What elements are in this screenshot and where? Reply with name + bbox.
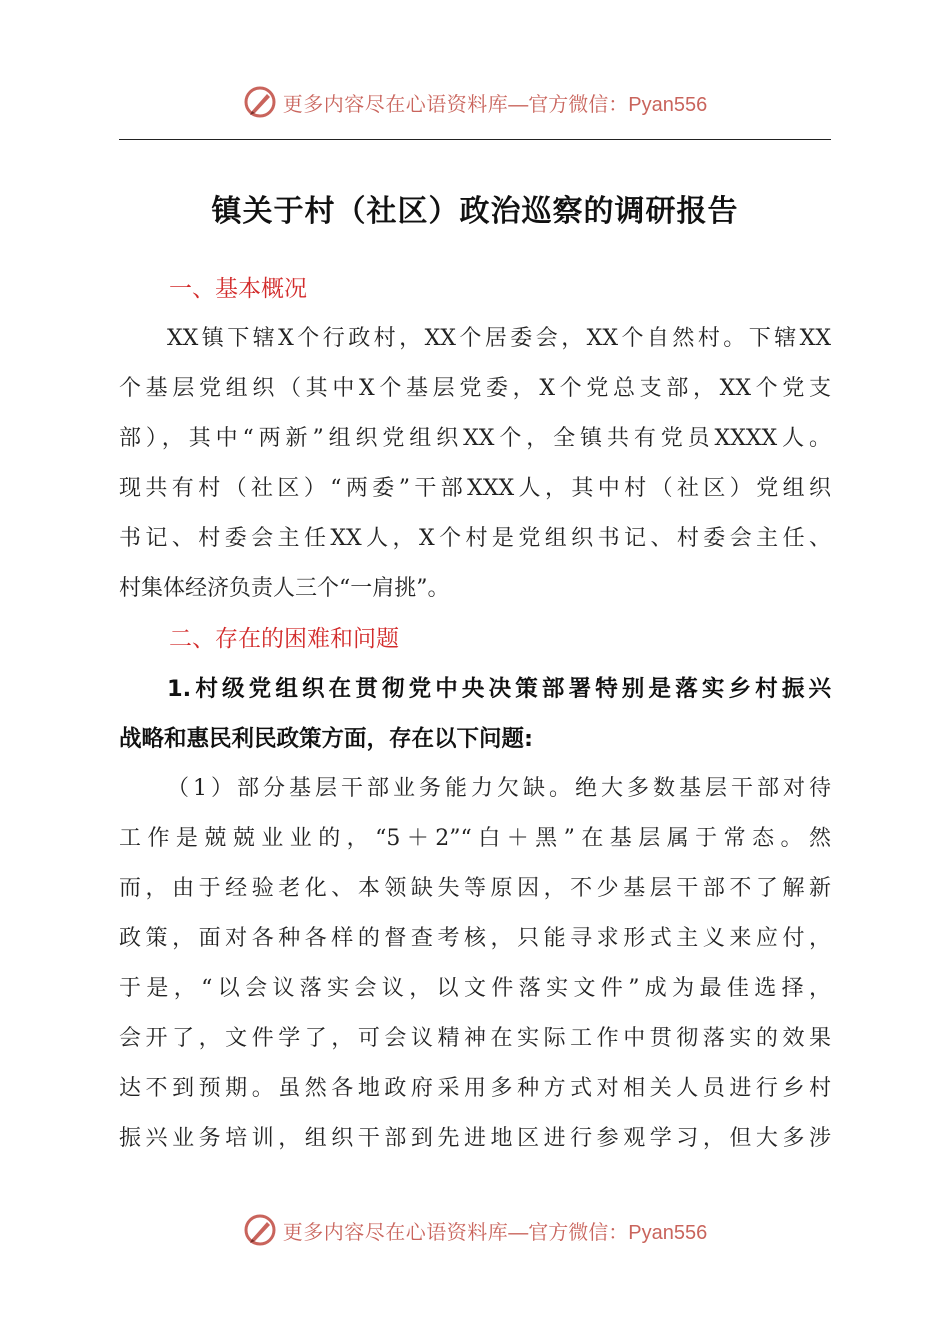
paragraph-line: 部），其中“两新”组织党组织XX个，全镇共有党员XXXX人。 <box>119 426 831 451</box>
paragraph-line: 工作是兢兢业业的，“5＋2”“白＋黑”在基层属于常态。然 <box>119 826 831 851</box>
paragraph-line: 振兴业务培训，组织干部到先进地区进行参观学习，但大多涉 <box>119 1126 831 1151</box>
pen-logo-icon <box>243 1213 277 1247</box>
paragraph-line: XX镇下辖X个行政村，XX个居委会，XX个自然村。下辖XX <box>167 326 831 351</box>
banner-library-text: 更多内容尽在心语资料库 <box>282 1219 509 1244</box>
paragraph-line: （1）部分基层干部业务能力欠缺。绝大多数基层干部对待 <box>167 776 831 801</box>
banner-wechat-text: —官方微信：Pyan556 <box>508 93 708 116</box>
document-body <box>119 264 831 1164</box>
paragraph-line: 村集体经济负责人三个“一肩挑”。 <box>119 576 450 601</box>
document-title: 镇关于村（社区）政治巡察的调研报告 <box>211 194 739 229</box>
section-heading-basic-overview: 一、基本概况 <box>169 276 307 302</box>
section-heading-problems: 二、存在的困难和问题 <box>169 626 399 652</box>
banner-wechat-text: —官方微信：Pyan556 <box>508 1221 708 1244</box>
header-watermark-banner <box>0 80 950 124</box>
pen-logo-icon <box>243 85 277 119</box>
paragraph-line: 会开了，文件学了，可会议精神在实际工作中贯彻落实的效果 <box>119 1026 831 1051</box>
header-divider <box>119 139 831 140</box>
paragraph-line: 于是，“以会议落实会议，以文件落实文件”成为最佳选择， <box>119 976 831 1001</box>
paragraph-line: 个基层党组织（其中X个基层党委，X个党总支部，XX个党支 <box>119 376 831 401</box>
subheading-line: 战略和惠民利民政策方面，存在以下问题: <box>119 726 533 752</box>
paragraph-line: 书记、村委会主任XX人，X个村是党组织书记、村委会主任、 <box>119 526 831 551</box>
paragraph-line: 达不到预期。虽然各地政府采用多种方式对相关人员进行乡村 <box>119 1076 831 1101</box>
subheading-line: 1.村级党组织在贯彻党中央决策部署特别是落实乡村振兴 <box>167 676 831 702</box>
paragraph-line: 政策，面对各种各样的督查考核，只能寻求形式主义来应付， <box>119 926 831 951</box>
paragraph-line: 现共有村（社区）“两委”干部XXX人，其中村（社区）党组织 <box>119 476 831 501</box>
paragraph-line: 而，由于经验老化、本领缺失等原因，不少基层干部不了解新 <box>119 876 831 901</box>
banner-library-text: 更多内容尽在心语资料库 <box>282 91 509 116</box>
footer-watermark-banner <box>0 1208 950 1252</box>
